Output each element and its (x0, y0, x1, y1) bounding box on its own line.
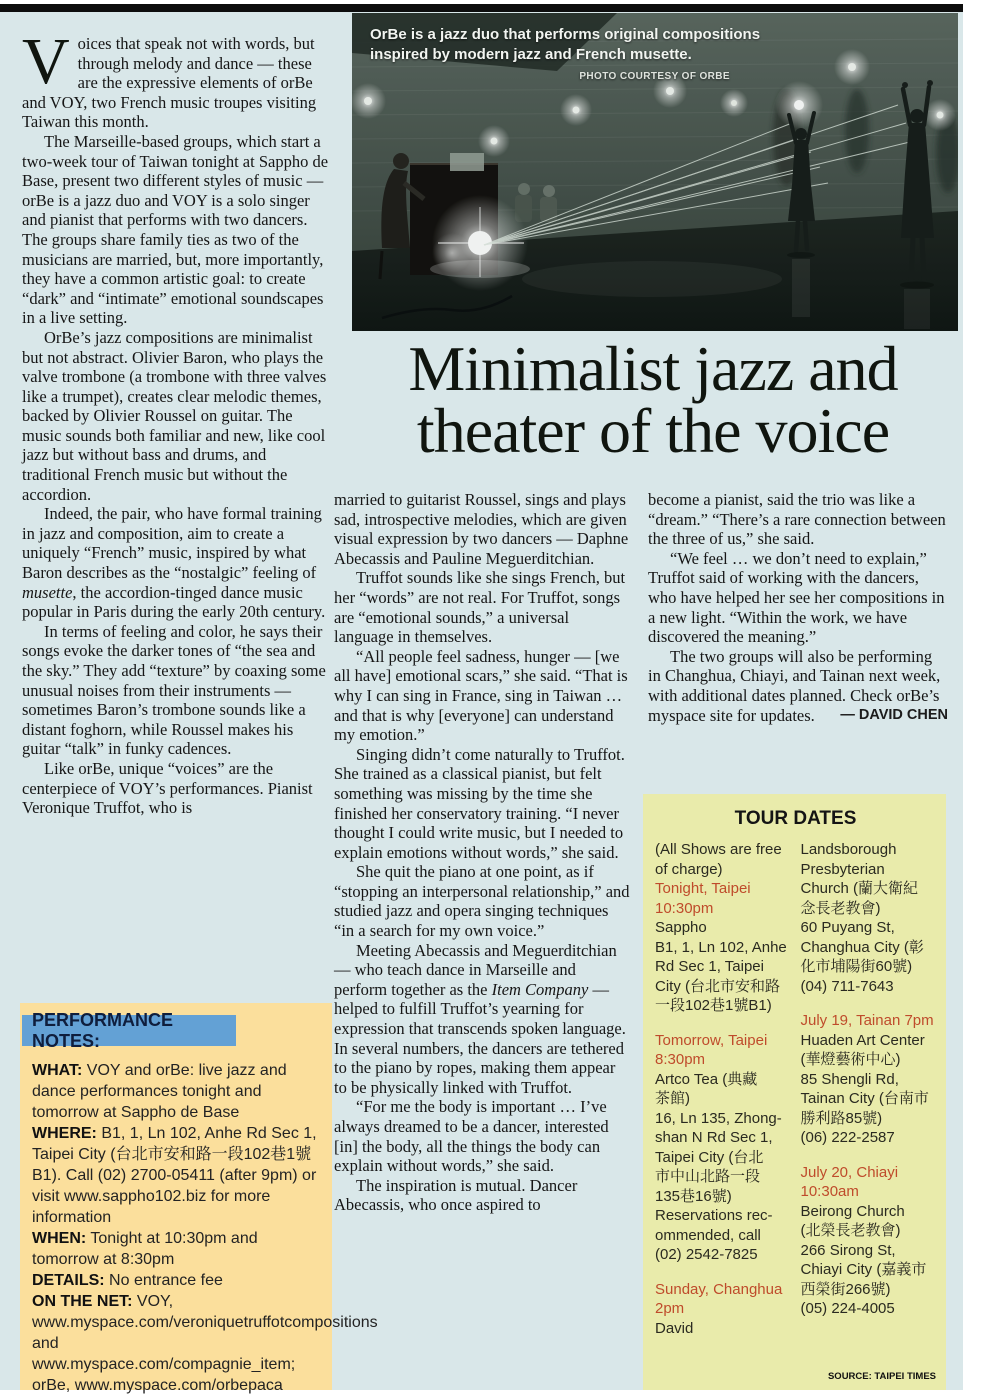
tour-dates-title: TOUR DATES (734, 808, 857, 829)
headline-line-1: Minimalist jazz and (408, 333, 898, 404)
article-column-1 (22, 25, 330, 818)
tour-venue-text: David (655, 1319, 694, 1337)
tour-venue-text: Artco Tea (典藏 茶館) 16, Ln 135, Zhong- shan N Rd Sec 1, Taipei City (台北 市中山北路一段 135巷16號) Reservations rec- ommended, call (02) 2542-7825 (655, 1070, 782, 1263)
photo-credit: PHOTO COURTESY OF ORBE (579, 71, 730, 82)
article-paragraph: “We feel … we don’t need to explain,” Truffot said of working with the dancers, who have helped her see her compositions in a new light. “Within the work, we have discovered the meaning.” (648, 548, 945, 647)
performance-note-item: WHEN: Tonight at 10:30pm and tomorrow at 8:30pm (32, 1230, 258, 1268)
note-label: WHERE: (32, 1125, 97, 1142)
tour-date-heading: Tonight, Taipei 10:30pm (655, 880, 751, 917)
article-paragraph: She quit the piano at one point, as if “stopping an interpersonal relationship,” and studied jazz and opera singing techniques “in a search for my own voice.” (334, 862, 630, 941)
article-paragraph: OrBe’s jazz compositions are minimalist but not abstract. Olivier Baron, who plays the valve trombone (a trombone with three valves like a trumpet), creates clear melodic themes, backed by Olivier Roussel on guitar. The music sounds both familiar and new, like cool jazz but without bass and drums, and traditional French music but without the accordion. (22, 327, 327, 504)
tour-venue-text: Sappho B1, 1, Ln 102, Anhe Rd Sec 1, Taipei City (台北市安和路 一段102巷1號B1) (655, 919, 787, 1014)
note-label: DETAILS: (32, 1272, 105, 1289)
article-paragraph: Meeting Abecassis and Meguerditchian — who teach dance in Marseille and perform together as the Item Company — helped to fulfill Truffot’s yearning for expression that transcends spoken language. In several numbers, the dancers are tethered to the piano by ropes, making them appear to be physically linked with Truffot. (334, 940, 626, 1097)
article-paragraph: Like orBe, unique “voices” are the centerpiece of VOY’s performances. Pianist Veronique Truffot, who is (22, 758, 313, 818)
tour-dates-right-column (801, 840, 937, 1338)
article-paragraph: “For me the body is important … I’ve always dreamed to be a dancer, interested [in] the body, all the things the body can explain without words,” she said. (334, 1097, 609, 1176)
performance-notes-body (20, 1060, 378, 1396)
tour-venue-text: (All Shows are free of charge) (655, 841, 782, 878)
drop-cap: V (22, 25, 70, 98)
top-rule (0, 4, 963, 12)
article-paragraph: The inspiration is mutual. Dancer Abecassis, who once aspired to (334, 1175, 578, 1215)
headline (346, 333, 960, 466)
tour-date-heading: July 19, Tainan 7pm (800, 1012, 934, 1029)
article-paragraph: The two groups will also be performing in Changhua, Chiayi, and Tainan next week, with additional dates planned. Check orBe’s myspace site for updates. (648, 646, 941, 725)
byline: — DAVID CHEN (840, 707, 948, 724)
article-column-2 (334, 490, 632, 1215)
performance-note-item: ON THE NET: VOY, www.myspace.com/veroniquetruffotcompositions and www.myspace.com/compagnie_item; orBe, www.myspace.com/orbepaca (32, 1293, 378, 1394)
article-paragraph: Voices that speak not with words, but through melody and dance — these are the expressive elements of orBe and VOY, two French music troupes visiting Taiwan this month. (22, 25, 317, 132)
tour-venue-text: Beirong Church (北榮長老教會) 266 Sirong St, Chiayi City (嘉義市 西榮街266號) (05) 224-4005 (800, 1202, 927, 1317)
article-column-3-paragraphs (648, 490, 948, 725)
tour-venue-text: Huaden Art Center (華燈藝術中心) 85 Shengli Rd, Tainan City (台南市 勝利路85號) (06) 222-2587 (800, 1031, 929, 1146)
tour-date-heading: Sunday, Changhua 2pm (655, 1280, 783, 1317)
article-paragraph: In terms of feeling and color, he says their songs evoke the darker tones of “the sea and the sky.” They add “texture” by coaxing some unusual noises from their instruments — sometimes Baron’s trombone sounds like a distant foghorn, while Roussel makes his guitar “talk” in funky cadences. (22, 621, 326, 759)
performance-note-item: DETAILS: No entrance fee (32, 1272, 223, 1289)
tour-date-heading: Tomorrow, Taipei 8:30pm (655, 1031, 768, 1068)
article-paragraph: become a pianist, said the trio was like a “dream.” “There’s a rare connection between the three of us,” she said. (648, 490, 946, 549)
note-label: WHEN: (32, 1230, 87, 1247)
article-paragraph: Truffot sounds like she sings French, but her “words” are not real. For Truffot, songs are “emotional sounds,” a universal language in themselves. (334, 568, 626, 647)
source-credit: SOURCE: TAIPEI TIMES (827, 1371, 936, 1382)
tour-venue-text: Landsborough Presbyterian Church (蘭大衛紀 念長老教會) 60 Puyang St, Changhua City (彰 化市埔陽街60號) (04) 711-7643 (800, 841, 924, 995)
note-label: ON THE NET: (32, 1293, 133, 1310)
performance-note-item: WHERE: B1, 1, Ln 102, Anhe Rd Sec 1, Taipei City (台北市安和路一段102巷1號 B1). Call (02) 2700-05411 (after 9pm) or visit www.sappho102.biz for more information (32, 1125, 317, 1226)
note-label: WHAT: (32, 1062, 83, 1079)
article-paragraph: Indeed, the pair, who have formal training in jazz and composition, aim to create a uniquely “French” music, inspired by what Baron describes as the “nostalgic” feeling of musette, the accordion-tinged dance music popular in Paris during the early 20th century. (22, 504, 326, 622)
performance-notes-header (22, 1009, 236, 1051)
article-paragraph: The Marseille-based groups, which start a two-week tour of Taiwan tonight at Sappho de Base, present two different styles of music — orBe is a jazz duo and VOY is a solo singer and pianist that performs with two dancers. The groups share family ties as two of the musicians are married, but, more importantly, they have a common artistic goal: to create “dark” and “intimate” emotional soundscapes in a live setting. (22, 131, 329, 328)
tour-dates-columns (655, 840, 936, 1338)
tour-dates-box (643, 794, 946, 1390)
tour-date-heading: July 20, Chiayi 10:30am (800, 1163, 899, 1200)
performance-note-item: WHAT: VOY and orBe: live jazz and dance performances tonight and tomorrow at Sappho de Base (32, 1062, 287, 1121)
article-paragraph: Singing didn’t come naturally to Truffot. She trained as a classical pianist, but felt something was missing by the time she finished her conservatory training. “I never thought I could write music, but I needed to explain emotions without words,” she said. (334, 744, 625, 862)
article-paragraph: married to guitarist Roussel, sings and plays sad, introspective melodies, which are given visual expression by two dancers — Daphne Abecassis and Pauline Meguerditchian. (334, 490, 629, 568)
performance-notes-box (20, 1003, 378, 1394)
stage-photo (352, 13, 958, 331)
article-paragraph: “All people feel sadness, hunger — [we all have] emotional scars,” she said. “That is why I can sing in France, sing in Taiwan … and that is why [everyone] can understand my emotion.” (334, 646, 628, 745)
tour-dates-left-column (655, 840, 791, 1338)
article-column-3 (648, 490, 948, 726)
headline-line-2: theater of the voice (416, 395, 890, 466)
photo-caption: OrBe is a jazz duo that performs original compositions inspired by modern jazz and French musette. (370, 26, 761, 63)
performance-notes-title: PERFORMANCE NOTES: (32, 1009, 174, 1051)
